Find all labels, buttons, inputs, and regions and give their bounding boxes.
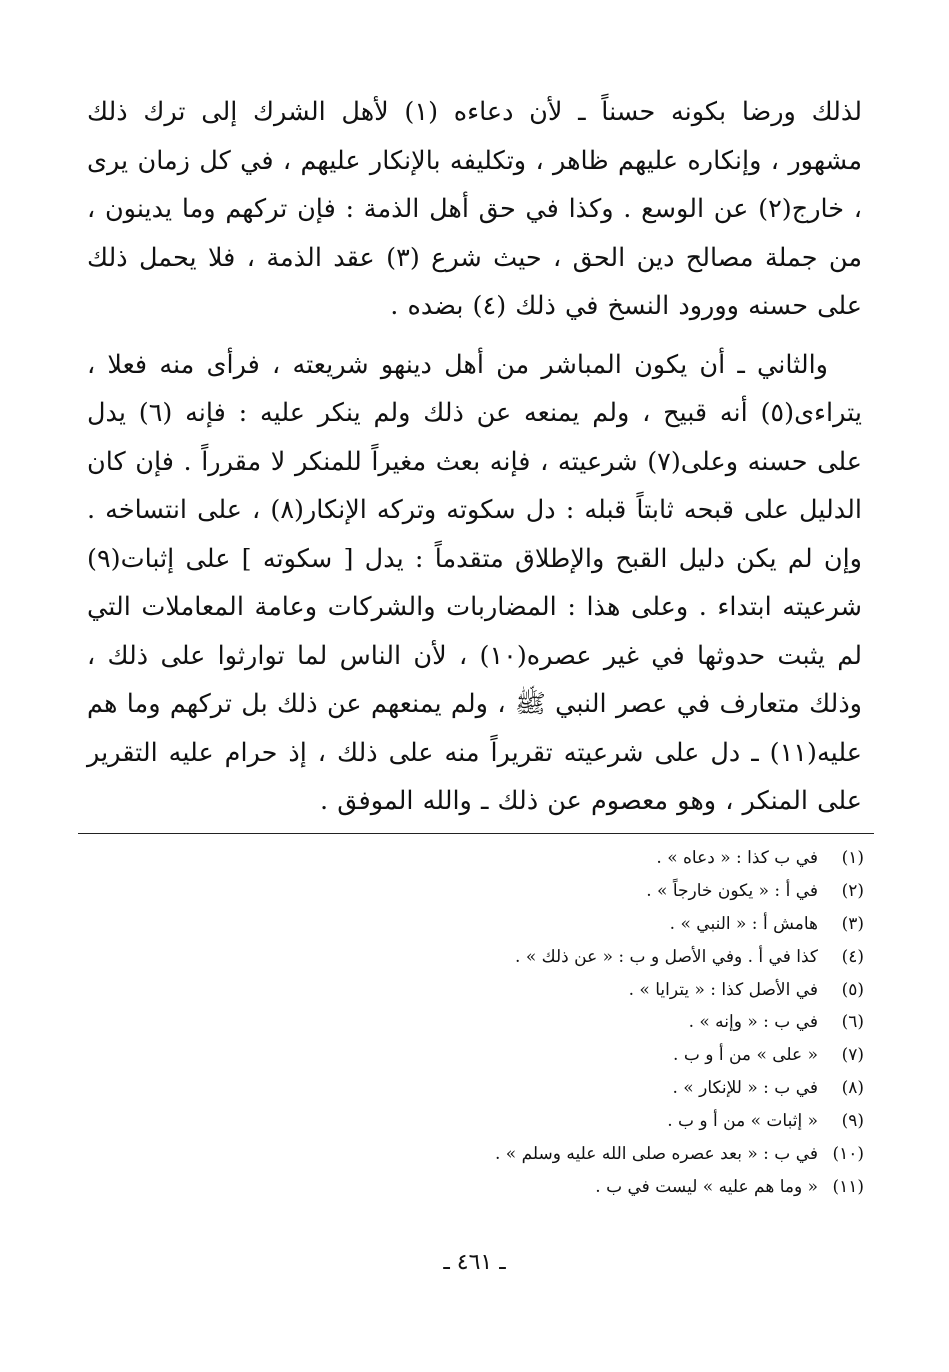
footnote-text: في ب : « للإنكار » . <box>672 1078 818 1099</box>
page-number: ـ ٤٦١ ـ <box>443 1250 506 1275</box>
footnote-text: في ب : « وإنه » . <box>688 1012 818 1033</box>
footnote-text: « على » من أ و ب . <box>673 1045 818 1066</box>
footnote-item <box>104 1039 864 1072</box>
footnote-text: في الأصل كذا : « يترايا » . <box>628 979 818 1000</box>
paragraph-1: لذلك ورضا بكونه حسناً ـ لأن دعاءه (١) لأهل الشرك إلى ترك ذلك مشهور ، وإنكاره عليهم ظاهر ، وتكليفه بالإنكار عليهم ، في كل زمان يرى ، خارج(٢) عن الوسع . وكذا في حق أهل الذمة : فإن تركهم وما يدينون ، من جملة مصالح دين الحق ، حيث شرع (٣) عقد الذمة ، فلا يحمل ذلك على حسنه وورود النسخ في ذلك (٤) بضده . <box>87 97 862 321</box>
footnote-text: « وما هم عليه » ليست في ب . <box>595 1176 818 1197</box>
footnotes-list <box>104 842 864 1204</box>
footnote-text: في أ : « يكون خارجاً » . <box>646 880 818 901</box>
footnote-text: في ب : « بعد عصره صلى الله عليه وسلم » . <box>495 1144 818 1165</box>
footnote-number: (٣) <box>841 913 864 934</box>
footnote-number: (٢) <box>841 880 864 901</box>
footnote-item <box>104 1006 864 1039</box>
footnote-number: (٩) <box>841 1111 864 1132</box>
footnote-item <box>104 908 864 941</box>
footnote-number: (٨) <box>841 1078 864 1099</box>
footnote-item <box>104 1072 864 1105</box>
main-text <box>87 88 862 826</box>
footnote-number: (٧) <box>841 1045 864 1066</box>
footnote-text: في ب كذا : « دعاه » . <box>656 848 818 868</box>
footnote-number: (٥) <box>841 979 864 1000</box>
footnote-divider <box>78 833 874 834</box>
footnote-item <box>104 1105 864 1138</box>
footnote-number: (١) <box>841 848 864 868</box>
paragraph-2: والثاني ـ أن يكون المباشر من أهل دينهو شريعته ، فرأى منه فعلا ، يتراءى(٥) أنه قبيح ، ولم يمنعه عن ذلك ولم ينكر عليه : فإنه (٦) يدل على حسنه وعلى(٧) شرعيته ، فإنه بعث مغيراً للمنكر لا مقرراً . فإن كان الدليل على قبحه ثابتاً قبله : دل سكوته وتركه الإنكار(٨) ، على انتساخه . وإن لم يكن دليل القبح والإطلاق متقدماً : يدل [ سكوته ] على إثبات(٩) شرعيته ابتداء . وعلى هذا : المضاربات والشركات وعامة المعاملات التي لم يثبت حدوثها في غير عصره(١٠) ، لأن الناس لما توارثوا على ذلك ، وذلك متعارف في عصر النبي ﷺ ، ولم يمنعهم عن ذلك بل تركهم وما هم عليه(١١) ـ دل على شرعيته تقريراً منه على ذلك ، إذ حرام عليه التقرير على المنكر ، وهو معصوم عن ذلك ـ والله الموفق . <box>87 349 863 816</box>
footnote-number: (٦) <box>841 1012 864 1033</box>
footnote-number: (٤) <box>841 946 864 967</box>
footnote-text: هامش أ : « النبي » . <box>669 913 818 934</box>
footnote-item <box>104 1138 864 1171</box>
footnote-item <box>104 941 864 974</box>
footnote-number: (١٠) <box>832 1144 864 1165</box>
footnote-text: كذا في أ . وفي الأصل و ب : « عن ذلك » . <box>515 946 818 967</box>
footnote-number: (١١) <box>832 1176 864 1197</box>
footnote-item <box>104 842 864 875</box>
footnote-item <box>104 1171 864 1204</box>
footnote-text: « إثبات » من أ و ب . <box>667 1111 818 1132</box>
footnote-item <box>104 974 864 1007</box>
footnote-item <box>104 875 864 908</box>
